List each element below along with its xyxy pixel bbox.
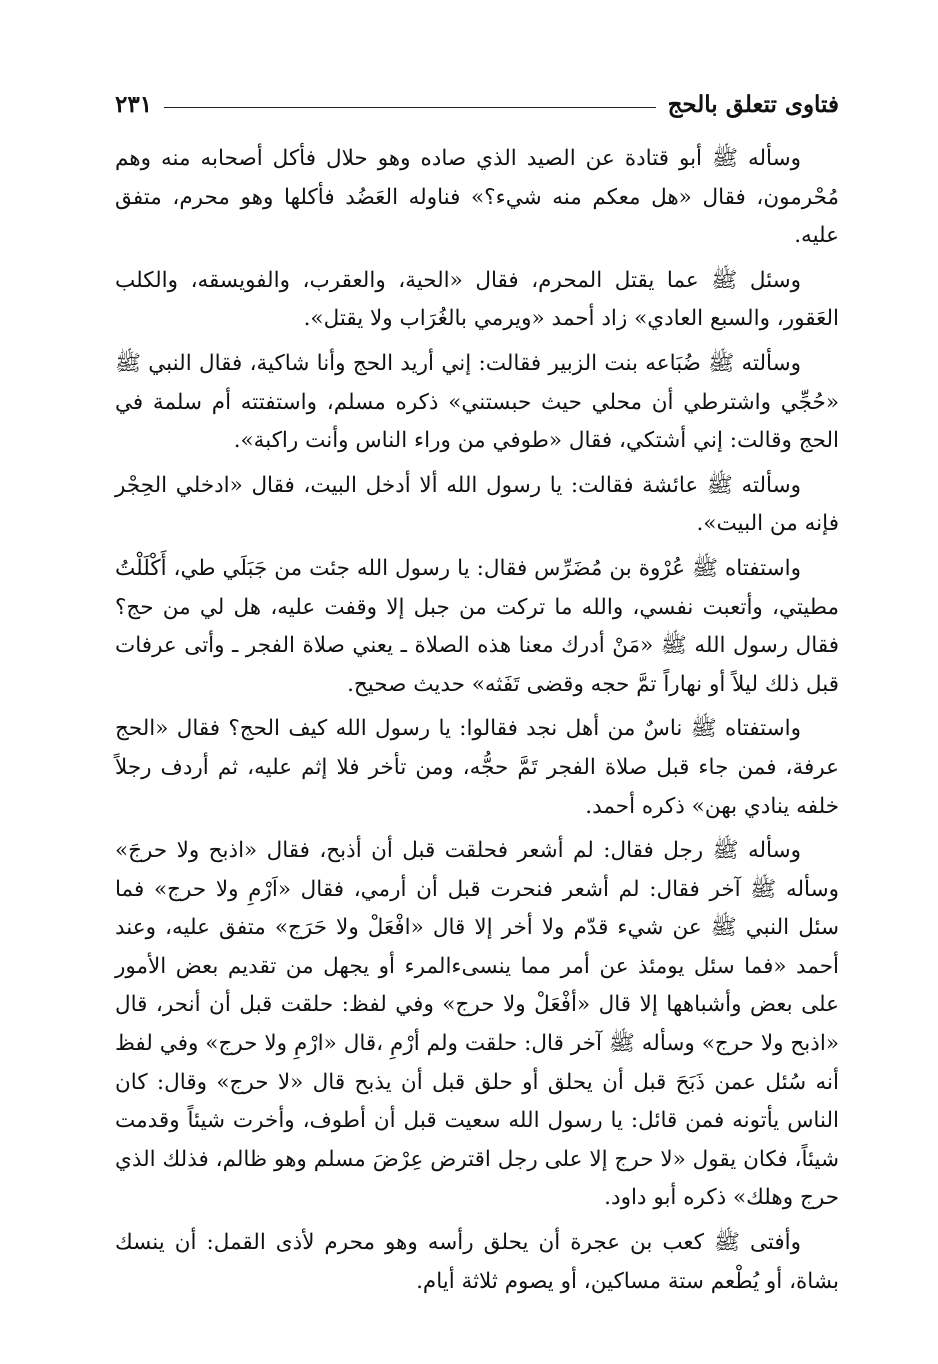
paragraph-dubaa-bint-zubair: وسألته ﷺ ضُبَاعه بنت الزبير فقالت: إني أريد الحج وأنا شاكية، فقال النبي ﷺ «حُجِّي واشترطي أن محلي حيث حبستني» ذكره مسلم، واستفتته أم سلمة في الحج وقالت: إني أشتكي، فقال «طوفي من وراء الناس وأنت راكبة». (115, 350, 839, 454)
running-title: فتاوى تتعلق بالحج (667, 90, 839, 118)
running-header (115, 84, 839, 124)
paragraph-abu-qatada: وسأله ﷺ أبو قتادة عن الصيد الذي صاده وهو حلال فأكل أصحابه منه وهم مُحْرمون، فقال «هل معكم منه شيء؟» فناوله العَضُد فأكلها وهو محرم، متفق عليه. (115, 146, 839, 249)
page-number: ٢٣١ (115, 90, 153, 118)
paragraph-aisha-hijr: وسألته ﷺ عائشة فقالت: يا رسول الله ألا أدخل البيت، فقال «ادخلي الحِجْر فإنه من البيت». (115, 472, 839, 537)
paragraph-urwa-bin-mudarris: واستفتاه ﷺ عُرْوة بن مُضَرِّس فقال: يا رسول الله جئت من جَبَلَي طي، أَكْلَلْتُ مطيتي، وأتعبت نفسي، والله ما تركت من جبل إلا وقفت عليه، هل لي من حج؟ فقال رسول الله ﷺ «مَنْ أدرك معنا هذه الصلاة ـ يعني صلاة الفجر ـ وأتى عرفات قبل ذلك ليلاً أو نهاراً تمَّ حجه وقضى تَفَثه» حديث صحيح. (115, 555, 839, 697)
paragraph-people-of-najd: واستفتاه ﷺ ناسٌ من أهل نجد فقالوا: يا رسول الله كيف الحج؟ فقال «الحج عرفة، فمن جاء قبل صلاة الفجر تَمَّ حجُّه، ومن تأخر فلا إثم عليه، ثم أردف رجلاً خلفه ينادي بهن» ذكره أحمد. (115, 716, 839, 819)
page-body (115, 140, 839, 1307)
paragraph-kaab-bin-ujra: وأفتى ﷺ كعب بن عجرة أن يحلق رأسه وهو محرم لأذى القمل: أن ينسك بشاة، أو يُطْعم ستة مساكين، أو يصوم ثلاثة أيام. (115, 1230, 839, 1294)
header-rule (164, 107, 656, 108)
paragraph-killing-by-muhrim: وسئل ﷺ عما يقتل المحرم، فقال «الحية، والعقرب، والفويسقه، والكلب العَقور، والسبع العادي» زاد أحمد «ويرمي بالغُرَاب ولا يقتل». (115, 267, 839, 332)
paragraph-no-harm: وسأله ﷺ رجل فقال: لم أشعر فحلقت قبل أن أذبح، فقال «اذبح ولا حرجَ» وسأله ﷺ آخر فقال: لم أشعر فنحرت قبل أن أرمي، فقال «اَرْمِ ولا حرج» فما سئل النبي ﷺ عن شيء قدّم ولا أخر إلا قال «افْعَلْ ولا حَرَج» متفق عليه، وعند أحمد «فما سئل يومئذ عن أمر مما ينسىءالمرء أو يجهل من تقديم بعض الأمور على بعض وأشباهها إلا قال «أفْعَلْ ولا حرج» وفي لفظ: حلقت قبل أن أنحر، قال «اذبح ولا حرج» وسأله ﷺ آخر قال: حلقت ولم أرْمِ ،قال «ارْمِ ولا حرج» وفي لفظ أنه سُئل عمن ذَبَحَ قبل أن يحلق أو حلق قبل أن يذبح قال «لا حرج» وقال: كان الناس يأتونه فمن قائل: يا رسول الله سعيت قبل أن أطوف، وأخرت شيئاً وقدمت شيئاً، فكان يقول «لا حرج إلا على رجل اقترض عِرْضَ مسلم وهو ظالم، فذلك الذي حرج وهلك» ذكره أبو داود. (115, 838, 839, 1211)
